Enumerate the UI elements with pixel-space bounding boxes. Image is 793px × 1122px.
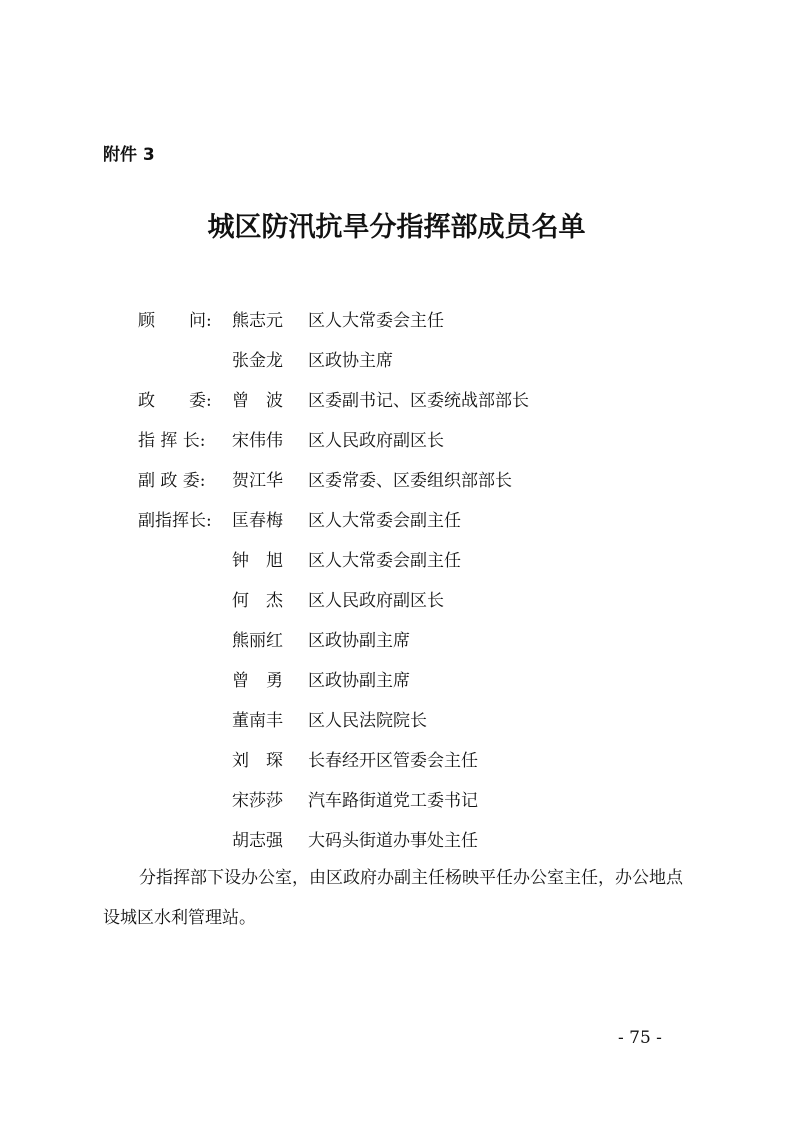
member-duty: 区政协主席 bbox=[308, 350, 393, 371]
member-name: 何 杰 bbox=[232, 590, 283, 611]
member-name: 曾 勇 bbox=[232, 670, 283, 691]
member-row bbox=[138, 578, 529, 618]
member-row bbox=[138, 298, 529, 338]
member-row bbox=[138, 338, 529, 378]
member-role: 政 委: bbox=[138, 390, 212, 411]
member-duty: 区政协副主席 bbox=[308, 630, 410, 651]
member-list bbox=[138, 298, 529, 858]
member-role: 指 挥 长: bbox=[138, 430, 206, 451]
member-duty: 区人民政府副区长 bbox=[308, 430, 444, 451]
member-role: 副 政 委: bbox=[138, 470, 206, 491]
member-duty: 区人民政府副区长 bbox=[308, 590, 444, 611]
member-duty: 区委常委、区委组织部部长 bbox=[308, 470, 512, 491]
member-name: 熊志元 bbox=[232, 310, 283, 331]
member-row bbox=[138, 418, 529, 458]
member-name: 胡志强 bbox=[232, 830, 283, 851]
member-name: 刘 琛 bbox=[232, 750, 283, 771]
office-paragraph: 分指挥部下设办公室，由区政府办副主任杨映平任办公室主任，办公地点设城区水利管理站。 bbox=[103, 868, 683, 928]
member-duty: 大码头街道办事处主任 bbox=[308, 830, 478, 851]
member-row bbox=[138, 538, 529, 578]
document-title: 城区防汛抗旱分指挥部成员名单 bbox=[207, 212, 586, 243]
member-name: 熊丽红 bbox=[232, 630, 283, 651]
page-number: - 75 - bbox=[618, 1028, 662, 1048]
member-row bbox=[138, 378, 529, 418]
member-duty: 汽车路街道党工委书记 bbox=[308, 790, 478, 811]
attachment-label: 附件 3 bbox=[103, 145, 155, 165]
member-row bbox=[138, 738, 529, 778]
member-row bbox=[138, 818, 529, 858]
member-name: 贺江华 bbox=[232, 470, 283, 491]
member-row bbox=[138, 698, 529, 738]
member-duty: 长春经开区管委会主任 bbox=[308, 750, 478, 771]
member-name: 宋莎莎 bbox=[232, 790, 283, 811]
member-duty: 区人民法院院长 bbox=[308, 710, 427, 731]
member-role: 副指挥长: bbox=[138, 510, 212, 531]
member-row bbox=[138, 498, 529, 538]
member-duty: 区人大常委会主任 bbox=[308, 310, 444, 331]
member-row bbox=[138, 458, 529, 498]
member-duty: 区人大常委会副主任 bbox=[308, 510, 461, 531]
member-name: 曾 波 bbox=[232, 390, 283, 411]
member-duty: 区委副书记、区委统战部部长 bbox=[308, 390, 529, 411]
member-name: 匡春梅 bbox=[232, 510, 283, 531]
member-name: 董南丰 bbox=[232, 710, 283, 731]
member-row bbox=[138, 778, 529, 818]
member-role: 顾 问: bbox=[138, 310, 212, 331]
member-name: 宋伟伟 bbox=[232, 430, 283, 451]
member-row bbox=[138, 658, 529, 698]
member-name: 钟 旭 bbox=[232, 550, 283, 571]
member-row bbox=[138, 618, 529, 658]
member-name: 张金龙 bbox=[232, 350, 283, 371]
member-duty: 区政协副主席 bbox=[308, 670, 410, 691]
member-duty: 区人大常委会副主任 bbox=[308, 550, 461, 571]
